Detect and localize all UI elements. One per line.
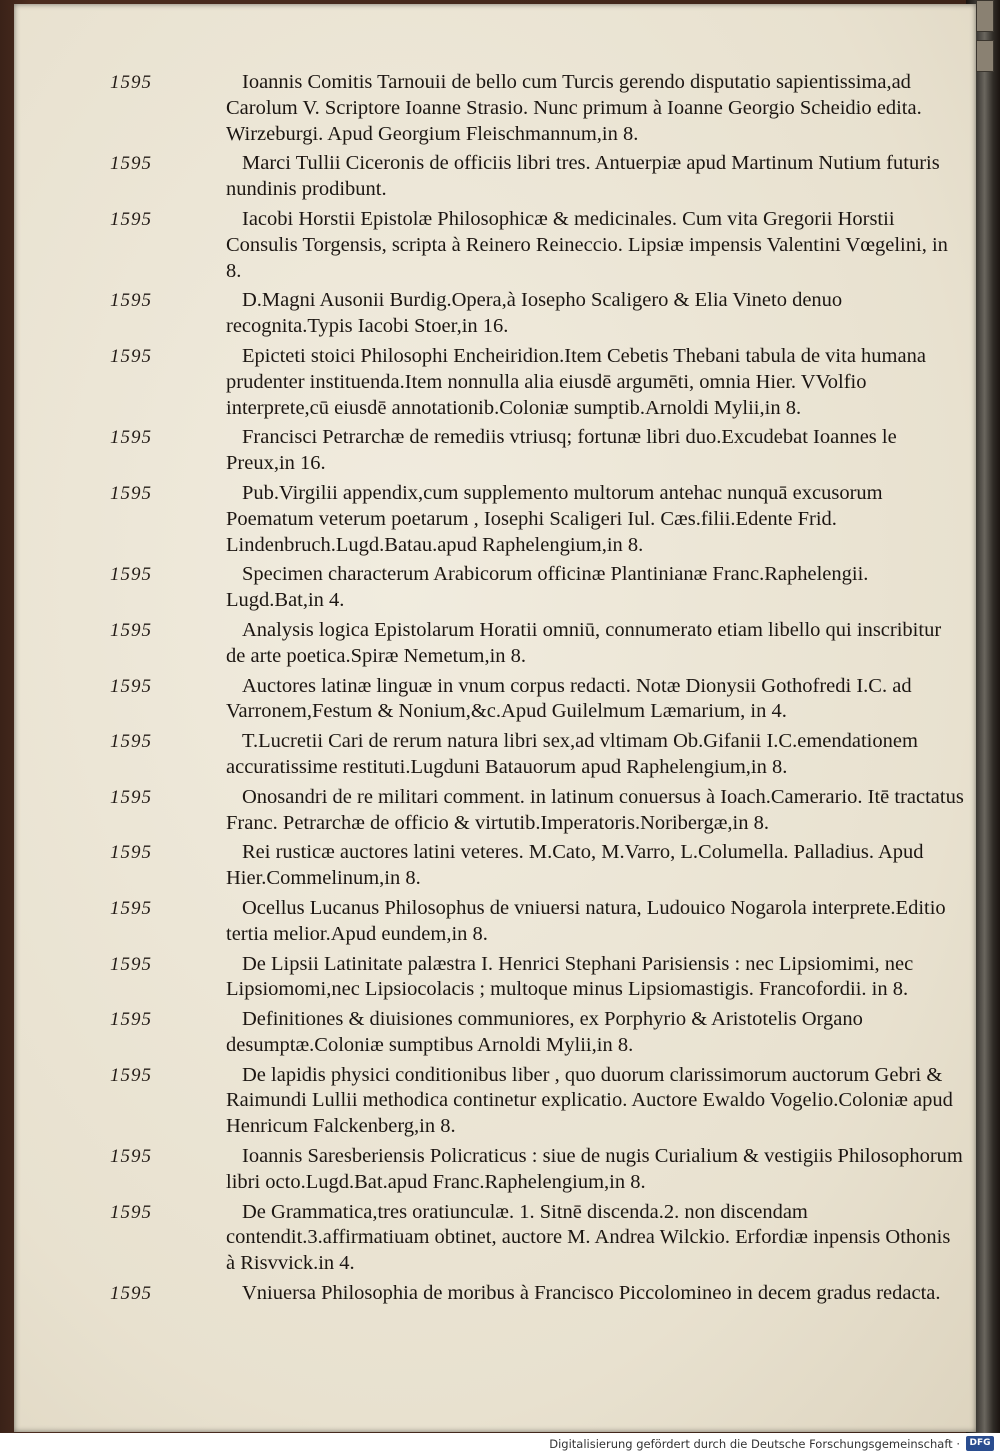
entry-year: 1595 — [110, 72, 152, 93]
catalogue-entry — [14, 674, 976, 726]
entry-year: 1595 — [110, 427, 152, 449]
entry-text: Marci Tullii Ciceronis de officiis libri tres. Antuerpiæ apud Martinum Nutium futuris nundinis prodibunt. — [226, 152, 940, 201]
entry-text: Francisci Petrarchæ de remediis vtriusq; fortunæ libri duo.Excudebat Ioannes le Preux,in 16. — [226, 426, 897, 475]
catalogue-entry — [14, 1063, 976, 1140]
catalogue-entry — [14, 785, 976, 837]
catalogue-entry — [14, 896, 976, 948]
catalogue-entry — [14, 618, 976, 670]
entry-year: 1595 — [110, 345, 152, 367]
entry-text: Ocellus Lucanus Philosophus de vniuersi natura, Ludouico Nogarola interprete.Editio tertia melior.Apud eundem,in 8. — [226, 896, 946, 945]
entry-year: 1595 — [110, 675, 152, 697]
catalogue-entry — [14, 151, 976, 203]
dfg-logo: DFG — [966, 1436, 994, 1451]
catalogue-entry — [14, 1200, 976, 1277]
book-page — [14, 4, 976, 1432]
catalogue-entry — [14, 425, 976, 477]
entry-text: De Grammatica,tres oratiunculæ. 1. Sitnē discenda.2. non discendam contendit.3.affirmatiuam obtinet, auctore M. Andrea Wilckio. Erfordiæ inpensis Othonis à Risvvick.in 4. — [226, 1200, 951, 1275]
entry-text: T.Lucretii Cari de rerum natura libri sex,ad vltimam Ob.Gifanii I.C.emendationem accuratissime restituti.Lugduni Batauorum apud Raphelengium,in 8. — [226, 730, 918, 778]
entry-text: Ioannis Comitis Tarnouii de bello cum Turcis gerendo disputatio sapientissima,ad Carolum V. Scriptore Ioanne Strasio. Nunc primum à Ioanne Georgio Scheidio edita. Wirzeburgi. Apud Georgium Fleischmannum,in 8. — [226, 71, 922, 145]
catalogue-entry — [14, 1007, 976, 1059]
catalogue-entry — [14, 840, 976, 892]
entry-year: 1595 — [110, 1201, 152, 1223]
entry-text: Analysis logica Epistolarum Horatii omniū, connumerato etiam libello qui inscribitur de arte poetica.Spiræ Nemetum,in 8. — [226, 618, 942, 667]
catalogue-entry — [14, 562, 976, 614]
entry-text: Pub.Virgilii appendix,cum supplemento multorum antehac nunquā excusorum Poematum veterum poetarum , Iosephi Scaligeri Iul. Cæs.filii.Edente Frid. Lindenbruch.Lugd.Batau.apud Raphelengium,in 8. — [226, 481, 883, 556]
entry-text: De Lipsii Latinitate palæstra I. Henrici Stephani Parisiensis : nec Lipsiomimi, nec Lipsiomomi,nec Lipsiocolacis ; multoque minus Lipsiomastigis. Francofordii. in 8. — [226, 952, 914, 1001]
entry-year: 1595 — [110, 564, 152, 586]
entry-text: Rei rusticæ auctores latini veteres. M.Cato, M.Varro, L.Columella. Palladius. Apud Hier.Commelinum,in 8. — [226, 841, 924, 890]
entry-year: 1595 — [110, 208, 152, 230]
entry-year: 1595 — [110, 1009, 152, 1031]
entry-year: 1595 — [110, 897, 152, 919]
entry-text: Vniuersa Philosophia de moribus à Francisco Piccolomineo in decem gradus redacta. — [242, 1282, 941, 1305]
catalogue-entries — [14, 70, 976, 1311]
catalogue-entry — [14, 1144, 976, 1196]
catalogue-entry — [14, 344, 976, 421]
entry-text: De lapidis physici conditionibus liber , quo duorum clarissimorum auctorum Gebri & Raimundi Lullii methodica continetur explicatio. Auctore Ewaldo Vogelio.Coloniæ apud Henricum Falckenberg,in 8. — [226, 1063, 953, 1138]
clip-second — [976, 40, 994, 72]
entry-year: 1595 — [110, 842, 152, 864]
entry-text: Iacobi Horstii Epistolæ Philosophicæ & medicinales. Cum vita Gregorii Horstii Consulis Torgensis, scripta à Reinero Reineccio. Lipsiæ impensis Valentini Vœgelini, in 8. — [226, 207, 948, 282]
footer-bar — [0, 1433, 1000, 1456]
entry-text: Definitiones & diuisiones communiores, ex Porphyrio & Aristotelis Organo desumptæ.Coloniæ sumptibus Arnoldi Mylii,in 8. — [226, 1008, 863, 1056]
entry-text: Epicteti stoici Philosophi Encheiridion.Item Cebetis Thebani tabula de vita humana prudenter instituenda.Item nonnulla alia eiusdē argumēti, omnia Hier. VVolfio interprete,cū eiusdē annotationib.Coloniæ sumptib.Arnoldi Mylii,in 8. — [226, 344, 926, 419]
catalogue-entry — [14, 207, 976, 284]
entry-year: 1595 — [110, 1146, 152, 1168]
catalogue-entry — [14, 729, 976, 781]
catalogue-entry — [14, 1281, 976, 1307]
footer-credit: Digitalisierung gefördert durch die Deutsche Forschungsgemeinschaft · — [549, 1437, 960, 1451]
entry-text: Ioannis Saresberiensis Policraticus : siue de nugis Curialium & vestigiis Philosophorum libri octo.Lugd.Bat.apud Franc.Raphelengium,in 8. — [226, 1145, 963, 1193]
entry-year: 1595 — [110, 731, 152, 753]
catalogue-entry — [14, 481, 976, 558]
entry-year: 1595 — [110, 290, 152, 312]
catalogue-entry — [14, 288, 976, 340]
entry-year: 1595 — [110, 953, 152, 975]
entry-year: 1595 — [110, 1064, 152, 1086]
clip-top — [976, 0, 994, 32]
catalogue-entry — [14, 70, 976, 147]
entry-text: Auctores latinæ linguæ in vnum corpus redacti. Notæ Dionysii Gothofredi I.C. ad Varronem,Festum & Nonium,&c.Apud Guilelmum Læmarium, in 4. — [226, 674, 912, 723]
entry-year: 1595 — [110, 482, 152, 504]
entry-year: 1595 — [110, 153, 152, 175]
entry-text: Specimen characterum Arabicorum officinæ Plantinianæ Franc.Raphelengii. Lugd.Bat,in 4. — [226, 563, 869, 612]
entry-year: 1595 — [110, 1283, 152, 1305]
entry-text: D.Magni Ausonii Burdig.Opera,à Iosepho Scaligero & Elia Vineto denuo recognita.Typis Iacobi Stoer,in 16. — [226, 289, 843, 338]
entry-text: Onosandri de re militari comment. in latinum conuersus à Ioach.Camerario. Itē tractatus Franc. Petrarchæ de officio & virtutib.Imperatoris.Noribergæ,in 8. — [226, 785, 964, 834]
entry-year: 1595 — [110, 786, 152, 808]
catalogue-entry — [14, 952, 976, 1004]
entry-year: 1595 — [110, 619, 152, 641]
